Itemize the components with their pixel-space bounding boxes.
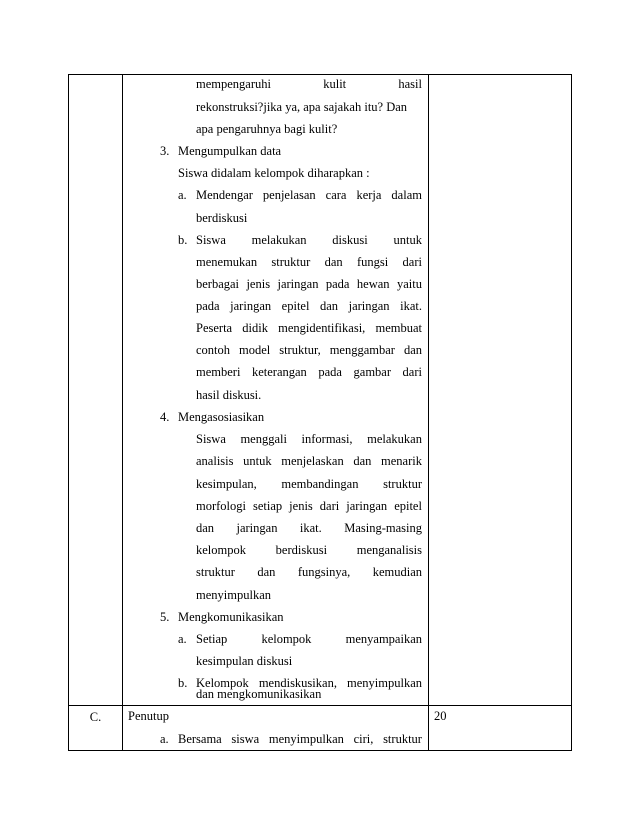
item-line: memberi keterangan pada gambar dari: [196, 365, 422, 379]
item-line: Siswa melakukan diskusi untuk: [196, 233, 422, 247]
item-line: contoh model struktur, menggambar dan: [196, 343, 422, 357]
item-line: Kelompok mendiskusikan, menyimpulkan: [196, 676, 422, 690]
item-line: pada jaringan epitel dan jaringan ikat.: [196, 299, 422, 313]
question-line: mempengaruhi kulit hasil: [196, 77, 422, 91]
item-line: dan mengkomunikasikan: [196, 687, 322, 701]
item-marker: a.: [178, 188, 187, 202]
step-line: struktur dan fungsinya, kemudian: [196, 565, 422, 579]
section-letter: C.: [89, 710, 102, 724]
phase-title: Penutup: [128, 709, 169, 723]
closing-row: [69, 706, 572, 751]
step-title: Mengasosiasikan: [178, 410, 265, 424]
item-line: berdiskusi: [196, 211, 248, 225]
lesson-plan-table: [68, 74, 572, 751]
step-number: 5.: [160, 610, 170, 624]
step-line: dan jaringan ikat. Masing-masing: [196, 521, 422, 535]
step-line: analisis untuk menjelaskan dan menarik: [196, 454, 422, 468]
step-line: morfologi setiap jenis dari jaringan epitel: [196, 499, 422, 513]
section-letter-cell: [69, 75, 123, 706]
item-line: berbagai jenis jaringan pada hewan yaitu: [196, 277, 422, 291]
step-number: 4.: [160, 410, 170, 424]
question-line: rekonstruksi?jika ya, apa sajakah itu? Dan: [196, 100, 408, 114]
question-line: apa pengaruhnya bagi kulit?: [196, 122, 338, 136]
item-line: kesimpulan diskusi: [196, 654, 293, 668]
section-letter-cell: [69, 706, 123, 751]
item-line: hasil diskusi.: [196, 388, 262, 402]
item-marker: b.: [178, 676, 188, 690]
step-line: menyimpulkan: [196, 588, 271, 602]
item-marker: a.: [178, 632, 187, 646]
item-marker: b.: [178, 233, 188, 247]
time-cell: [429, 706, 572, 751]
item-line: Peserta didik mengidentifikasi, membuat: [196, 321, 422, 335]
item-line: Setiap kelompok menyampaikan: [196, 632, 422, 646]
item-marker: a.: [160, 732, 169, 746]
item-line: Bersama siswa menyimpulkan ciri, struktur: [178, 732, 422, 746]
step-number: 3.: [160, 144, 170, 158]
time-allocation: 20: [434, 709, 447, 723]
step-title: Mengumpulkan data: [178, 144, 282, 158]
step-line: kesimpulan, membandingan struktur: [196, 477, 422, 491]
step-title: Mengkomunikasikan: [178, 610, 284, 624]
activity-cell: [123, 75, 429, 706]
core-activities-row: [69, 75, 572, 706]
step-intro: Siswa didalam kelompok diharapkan :: [178, 166, 370, 180]
activity-cell: [123, 706, 429, 751]
step-line: Siswa menggali informasi, melakukan: [196, 432, 422, 446]
step-line: kelompok berdiskusi menganalisis: [196, 543, 422, 557]
item-line: menemukan struktur dan fungsi dari: [196, 255, 422, 269]
time-cell: [429, 75, 572, 706]
item-line: Mendengar penjelasan cara kerja dalam: [196, 188, 422, 202]
